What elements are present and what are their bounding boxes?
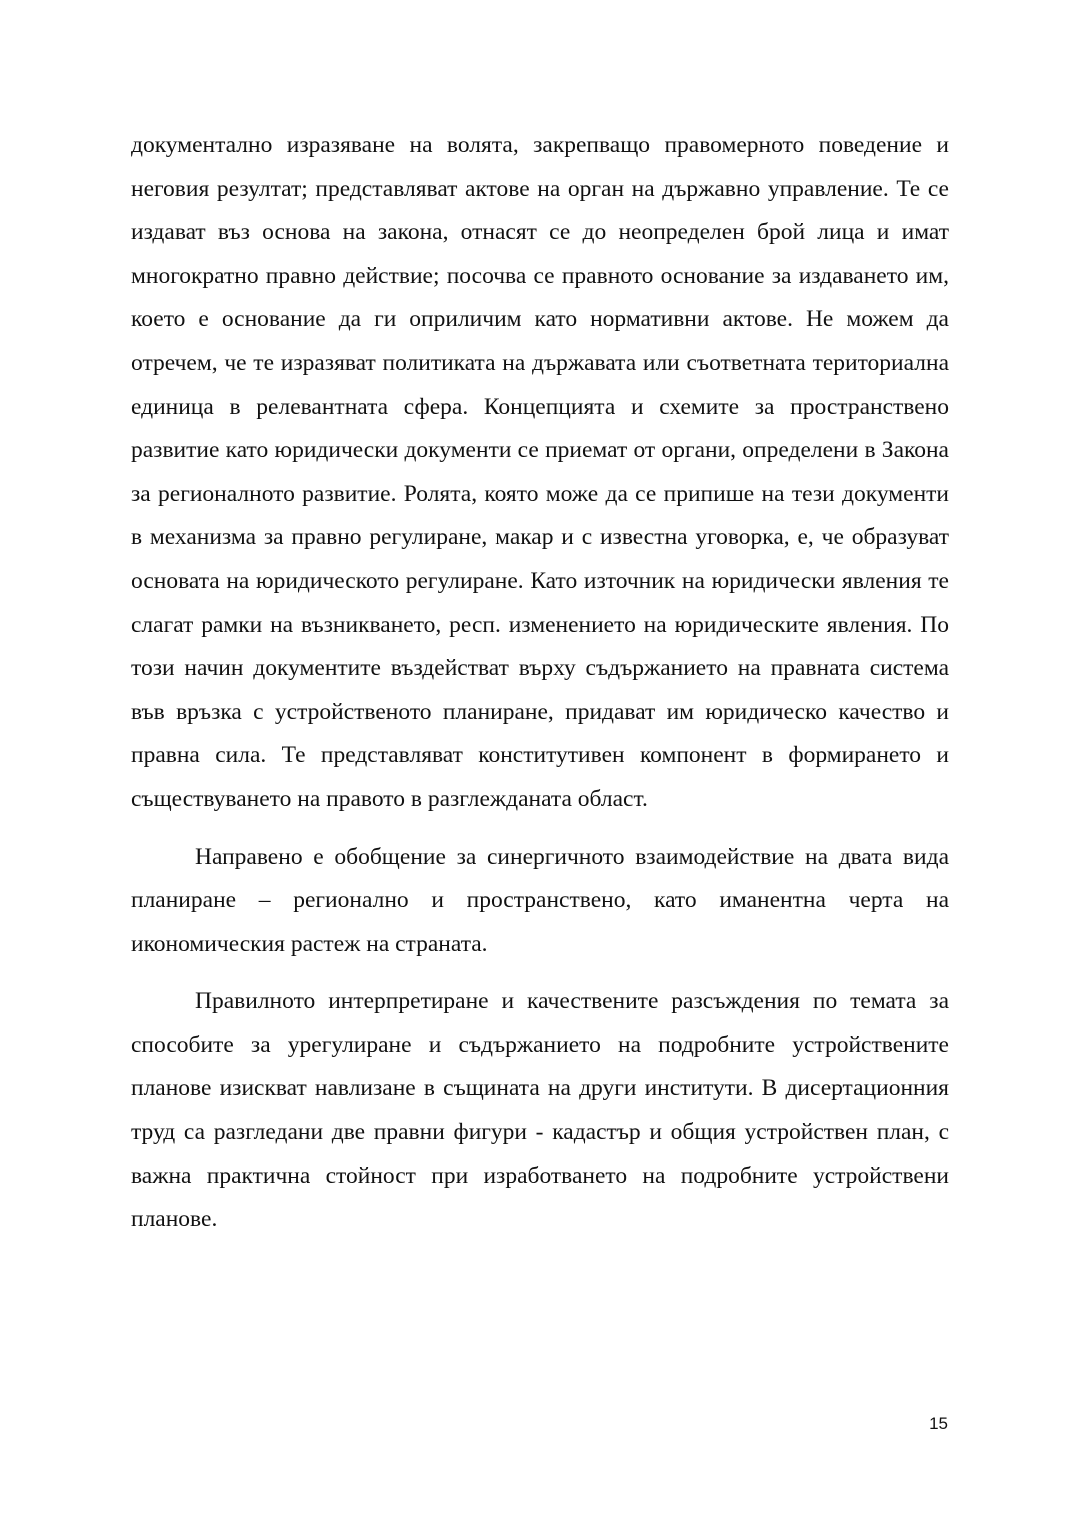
paragraph-detailed-plans: Правилното интерпретиране и качествените разсъждения по темата за способите за урегулиране и съдържанието на подробните устройствените планове изискват навлизане в същината на други институти. В дисертационния труд са разгледани две правни фигури - кадастър и общия устройствен план, с важна практична стойност при изработването на подробните устройствени планове. xyxy=(131,988,949,1233)
paragraph-synergy-summary: Направено е обобщение за синергичното взаимодействие на двата вида планиране – регионално и пространствено, като иманентна черта на икономическия растеж на страната. xyxy=(131,843,949,957)
body-text xyxy=(131,124,949,1242)
paragraph-continuation: документално изразяване на волята, закрепващо правомерното поведение и неговия резултат; представляват актове на орган на държавно управление. Те се издават въз основа на закона, отнасят се до неопределен брой лица и имат многократно правно действие; посочва се правното основание за издаването им, което е основание да ги оприличим като нормативни актове. Не можем да отречем, че те изразяват политиката на държавата или съответната териториална единица в релевантната сфера. Концепцията и схемите за пространствено развитие като юридически документи се приемат от органи, определени в Закона за регионалното развитие. Ролята, която може да се припише на тези документи в механизма за правно регулиране, макар и с известна уговорка, е, че образуват основата на юридическото регулиране. Като източник на юридически явления те слагат рамки на възникването, респ. изменението на юридическите явления. По този начин документите въздействат върху съдържанието на правната система във връзка с устройственото планиране, придават им юридическо качество и правна сила. Те представляват конститутивен компонент в формирането и съществуването на правото в разглежданата област. xyxy=(131,132,949,812)
page-number: 15 xyxy=(929,1414,948,1433)
